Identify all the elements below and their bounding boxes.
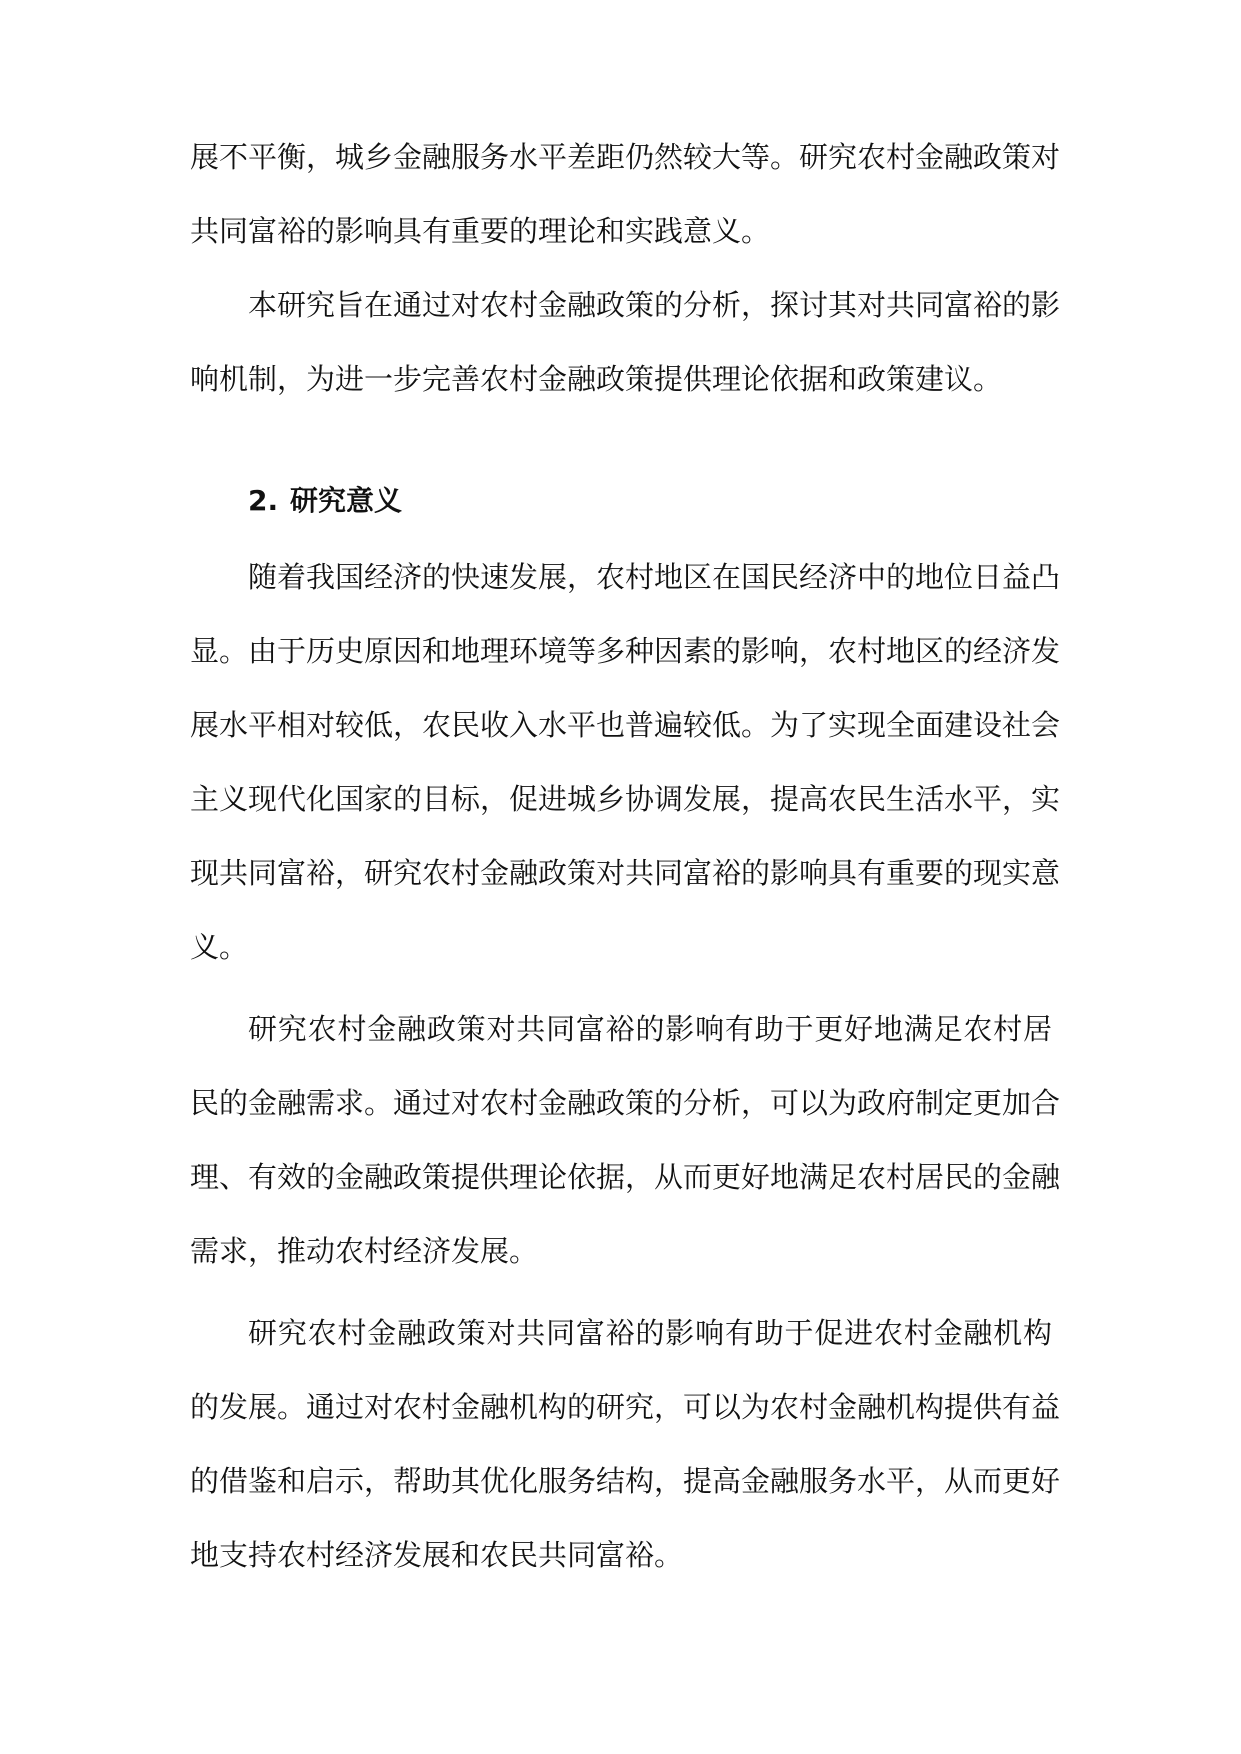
section-heading-number: 2. bbox=[248, 484, 279, 517]
section-heading bbox=[248, 481, 402, 521]
paragraph-line: 义。 bbox=[190, 930, 249, 964]
paragraph-line: 理、有效的金融政策提供理论依据，从而更好地满足农村居民的金融 bbox=[190, 1160, 1061, 1194]
paragraph-line: 展水平相对较低，农民收入水平也普遍较低。为了实现全面建设社会 bbox=[190, 708, 1061, 742]
paragraph-line: 现共同富裕，研究农村金融政策对共同富裕的影响具有重要的现实意 bbox=[190, 856, 1061, 890]
paragraph-line: 的借鉴和启示，帮助其优化服务结构，提高金融服务水平，从而更好 bbox=[190, 1464, 1061, 1498]
paragraph-line: 响机制，为进一步完善农村金融政策提供理论依据和政策建议。 bbox=[190, 362, 1003, 396]
paragraph-line: 需求，推动农村经济发展。 bbox=[190, 1234, 539, 1268]
paragraph-line: 研究农村金融政策对共同富裕的影响有助于更好地满足农村居 bbox=[248, 1012, 1052, 1046]
paragraph-line: 地支持农村经济发展和农民共同富裕。 bbox=[190, 1538, 684, 1572]
paragraph-line: 研究农村金融政策对共同富裕的影响有助于促进农村金融机构 bbox=[248, 1316, 1052, 1350]
paragraph-line: 的发展。通过对农村金融机构的研究，可以为农村金融机构提供有益 bbox=[190, 1390, 1061, 1424]
paragraph-line: 民的金融需求。通过对农村金融政策的分析，可以为政府制定更加合 bbox=[190, 1086, 1061, 1120]
section-heading-title: 研究意义 bbox=[290, 484, 403, 517]
paragraph-line: 主义现代化国家的目标，促进城乡协调发展，提高农民生活水平，实 bbox=[190, 782, 1061, 816]
paragraph-line: 展不平衡，城乡金融服务水平差距仍然较大等。研究农村金融政策对 bbox=[190, 140, 1061, 174]
paragraph-line: 本研究旨在通过对农村金融政策的分析，探讨其对共同富裕的影 bbox=[248, 288, 1061, 322]
paragraph-line: 显。由于历史原因和地理环境等多种因素的影响，农村地区的经济发 bbox=[190, 634, 1061, 668]
paragraph-line: 共同富裕的影响具有重要的理论和实践意义。 bbox=[190, 214, 771, 248]
paragraph-line: 随着我国经济的快速发展，农村地区在国民经济中的地位日益凸 bbox=[248, 560, 1061, 594]
